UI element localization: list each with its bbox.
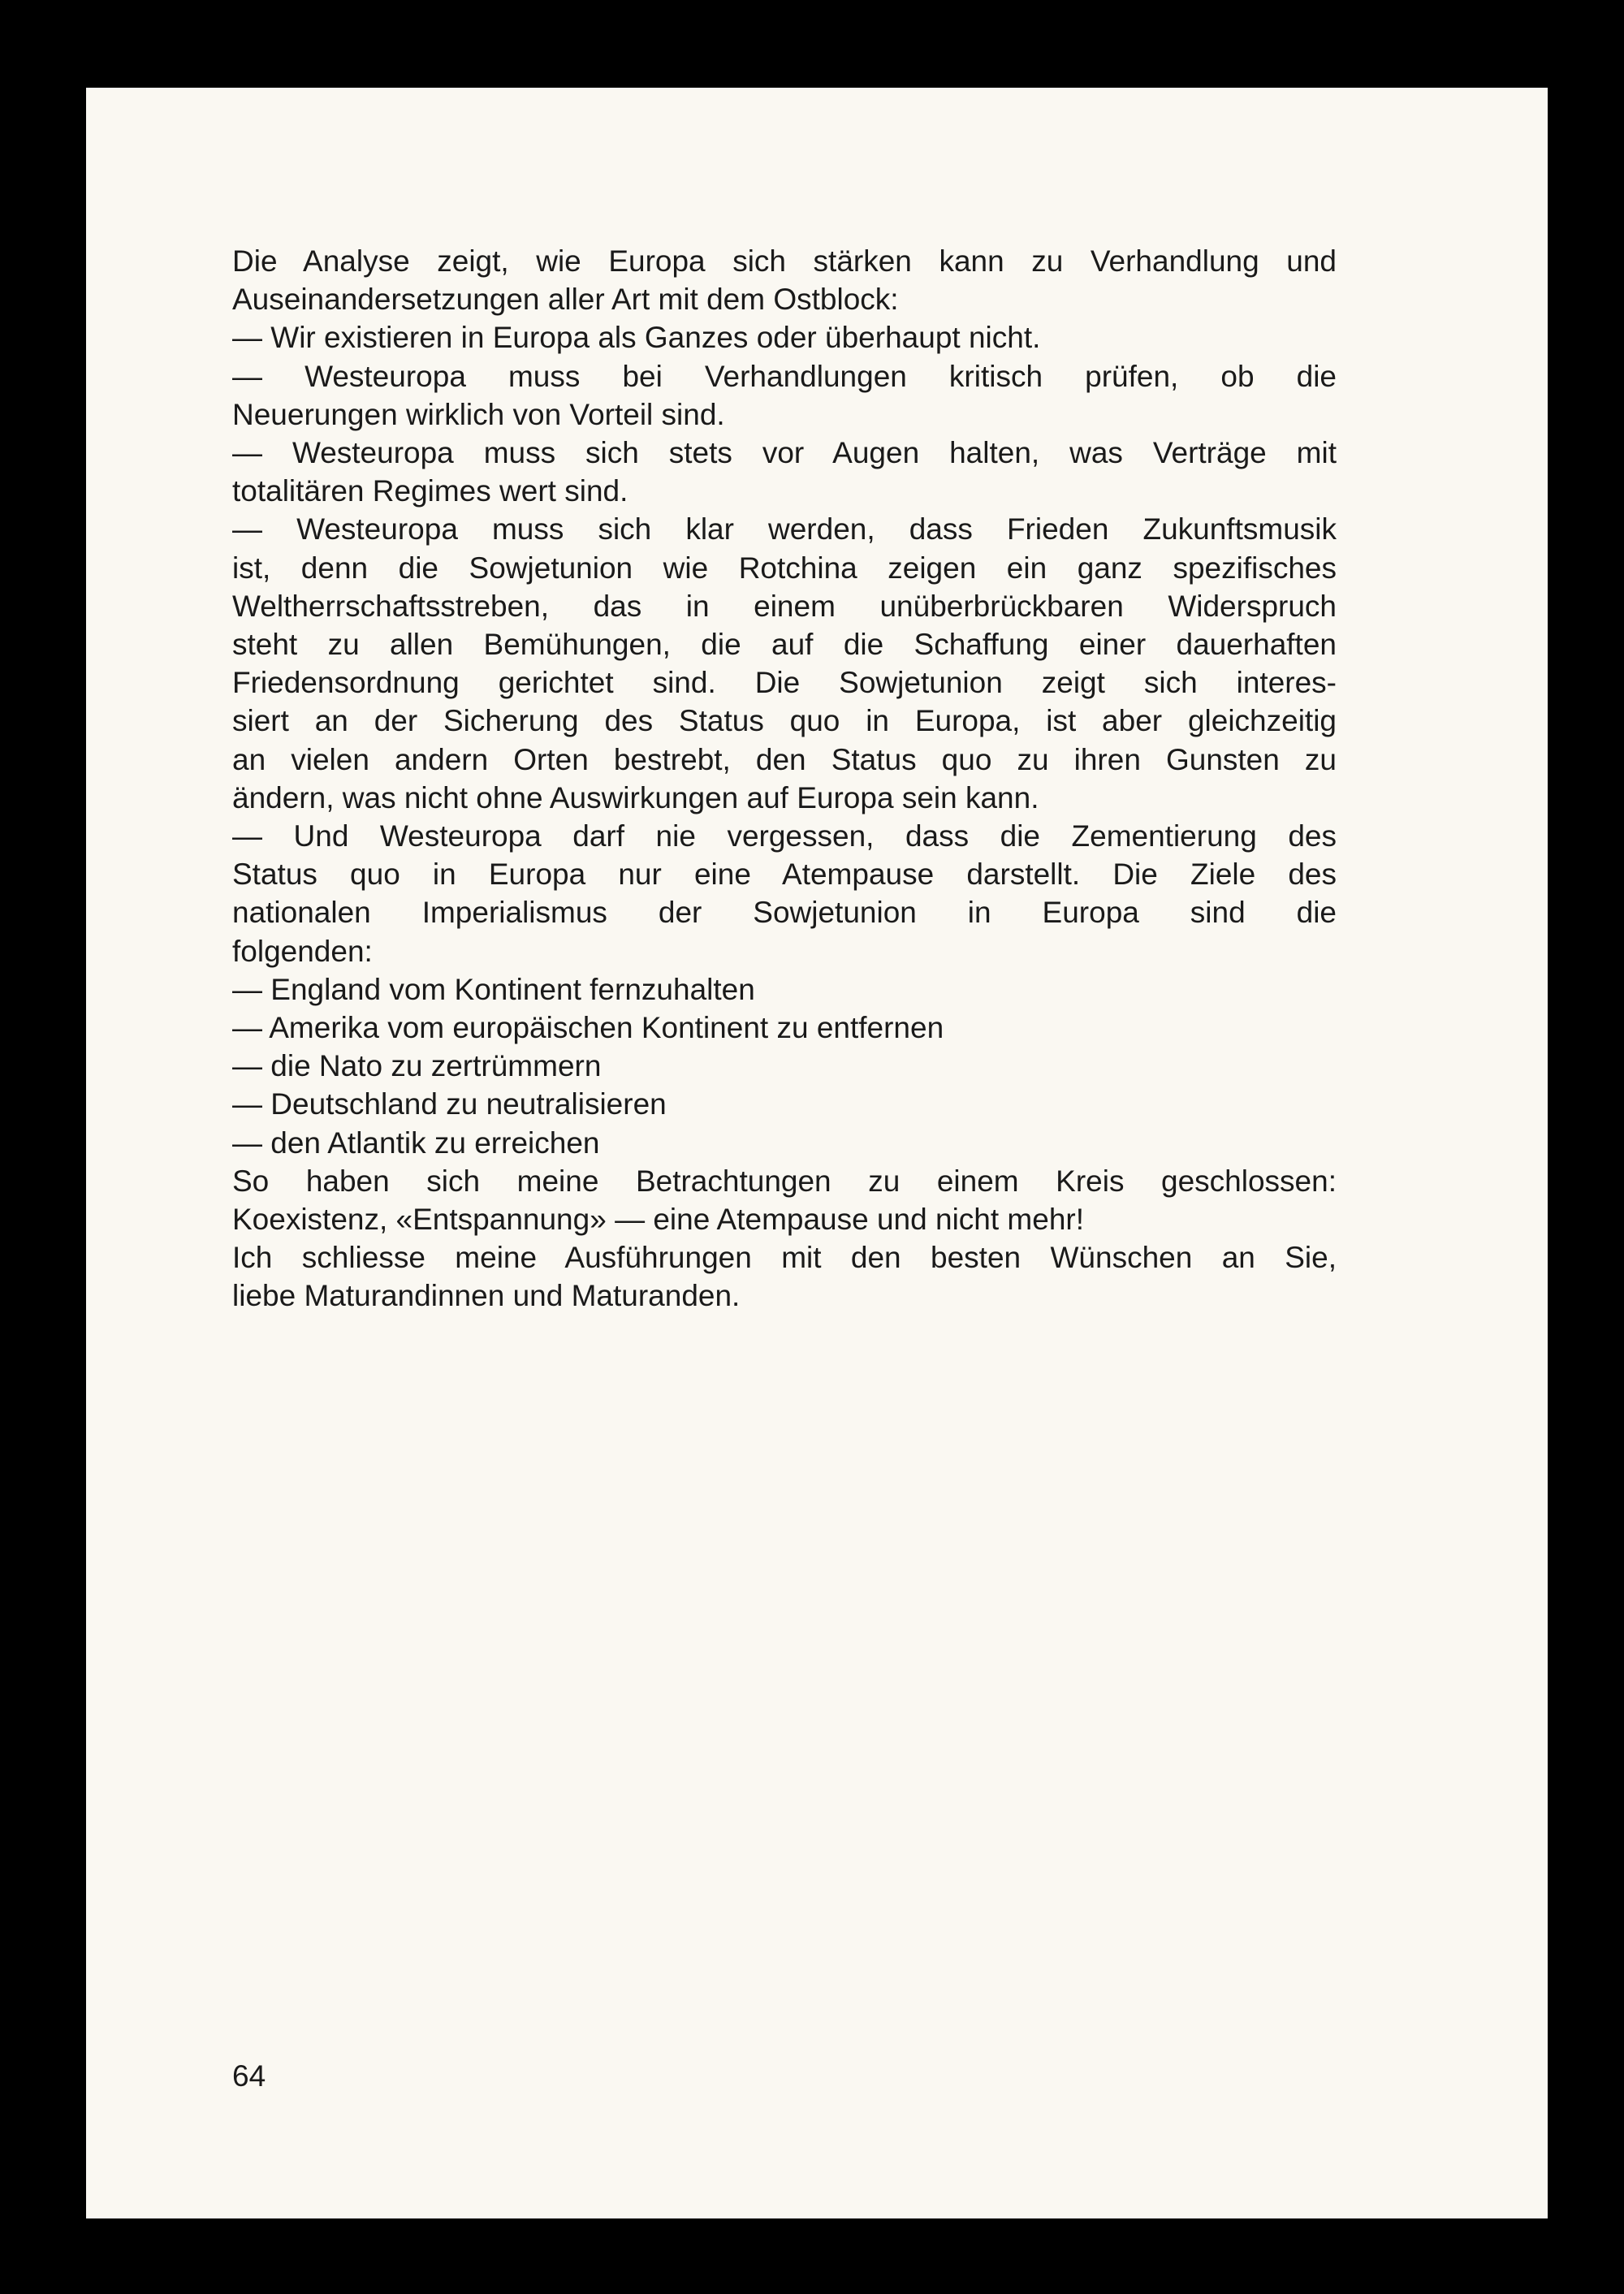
text-line: Ich schliesse meine Ausführungen mit den besten Wünschen an Sie, bbox=[232, 1241, 1337, 1275]
list-item: — Amerika vom europäischen Kontinent zu entfernen bbox=[232, 1011, 944, 1045]
text-line: Weltherrschaftsstreben, das in einem unüberbrückbaren Widerspruch bbox=[232, 589, 1337, 623]
text-line: So haben sich meine Betrachtungen zu einem Kreis geschlossen: bbox=[232, 1164, 1337, 1198]
text-line: liebe Maturandinnen und Maturanden. bbox=[232, 1279, 741, 1313]
text-line: steht zu allen Bemühungen, die auf die Schaffung einer dauerhaften bbox=[232, 628, 1337, 662]
text-line: — Und Westeuropa darf nie vergessen, dass die Zementierung des bbox=[232, 819, 1337, 853]
text-line: nationalen Imperialismus der Sowjetunion in Europa sind die bbox=[232, 896, 1337, 930]
text-line: totalitären Regimes wert sind. bbox=[232, 474, 628, 508]
text-line: ist, denn die Sowjetunion wie Rotchina zeigen ein ganz spezifisches bbox=[232, 551, 1337, 585]
text-line: Koexistenz, «Entspannung» — eine Atempause und nicht mehr! bbox=[232, 1203, 1085, 1237]
text-line: ändern, was nicht ohne Auswirkungen auf Europa sein kann. bbox=[232, 780, 1039, 814]
text-line: — Westeuropa muss bei Verhandlungen kritisch prüfen, ob die bbox=[232, 359, 1337, 393]
list-item: — Deutschland zu neutralisieren bbox=[232, 1087, 667, 1121]
text-line: Status quo in Europa nur eine Atempause darstellt. Die Ziele des bbox=[232, 858, 1337, 892]
text-line: Die Analyse zeigt, wie Europa sich stärken kann zu Verhandlung und bbox=[232, 244, 1337, 278]
list-item: — den Atlantik zu erreichen bbox=[232, 1125, 600, 1160]
text-line: Friedensordnung gerichtet sind. Die Sowjetunion zeigt sich interes- bbox=[232, 666, 1337, 700]
text-line: folgenden: bbox=[232, 934, 373, 968]
page-number: 64 bbox=[232, 2059, 266, 2093]
list-item: — die Nato zu zertrümmern bbox=[232, 1049, 602, 1083]
text-line: an vielen andern Orten bestrebt, den Status quo zu ihren Gunsten zu bbox=[232, 742, 1337, 776]
text-line: siert an der Sicherung des Status quo in Europa, ist aber gleichzeitig bbox=[232, 704, 1337, 738]
text-line: — Wir existieren in Europa als Ganzes oder überhaupt nicht. bbox=[232, 321, 1041, 355]
text-line: — Westeuropa muss sich stets vor Augen halten, was Verträge mit bbox=[232, 436, 1337, 470]
text-line: Auseinandersetzungen aller Art mit dem Ostblock: bbox=[232, 283, 899, 317]
list-item: — England vom Kontinent fernzuhalten bbox=[232, 972, 755, 1006]
body-text bbox=[232, 242, 1337, 1315]
document-page bbox=[86, 88, 1548, 2218]
text-line: Neuerungen wirklich von Vorteil sind. bbox=[232, 397, 725, 431]
text-line: — Westeuropa muss sich klar werden, dass Frieden Zukunftsmusik bbox=[232, 512, 1337, 546]
